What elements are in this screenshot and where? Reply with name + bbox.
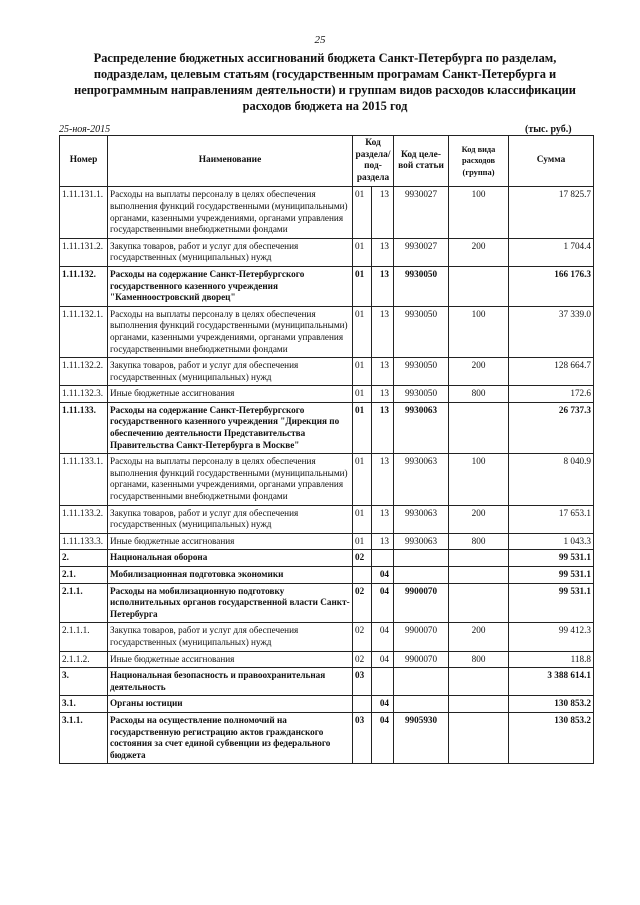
row-subsection-code: 04 — [372, 696, 394, 713]
row-section-code: 02 — [353, 651, 372, 668]
row-section-code: 01 — [353, 187, 372, 238]
row-section-code: 01 — [353, 533, 372, 550]
row-subsection-code: 13 — [372, 306, 394, 357]
row-expense-type — [449, 696, 509, 713]
row-subsection-code: 13 — [372, 533, 394, 550]
row-article-code: 9900070 — [394, 623, 449, 651]
row-name: Расходы на мобилизационную подготовку исполнительных органов государственной власти Санкт-Петербурга — [108, 583, 353, 623]
row-sum: 172.6 — [509, 386, 594, 403]
header-name: Наименование — [108, 136, 353, 187]
table-row — [60, 402, 594, 453]
table-row — [60, 238, 594, 266]
row-number: 1.11.131.1. — [60, 187, 108, 238]
row-sum: 1 704.4 — [509, 238, 594, 266]
row-name: Расходы на осуществление полномочий на государственную регистрацию актов гражданского состояния за счет единой субвенции из федерального бюджета — [108, 712, 353, 763]
row-expense-type: 800 — [449, 651, 509, 668]
row-section-code: 02 — [353, 550, 372, 567]
row-sum: 3 388 614.1 — [509, 668, 594, 696]
row-article-code: 9930050 — [394, 386, 449, 403]
row-sum: 99 412.3 — [509, 623, 594, 651]
row-expense-type: 800 — [449, 386, 509, 403]
table-row — [60, 651, 594, 668]
row-expense-type — [449, 567, 509, 584]
table-row — [60, 533, 594, 550]
table-row — [60, 386, 594, 403]
row-name: Национальная оборона — [108, 550, 353, 567]
row-expense-type: 100 — [449, 306, 509, 357]
row-section-code: 01 — [353, 505, 372, 533]
table-row — [60, 454, 594, 505]
row-article-code: 9930063 — [394, 402, 449, 453]
row-section-code: 01 — [353, 454, 372, 505]
table-row — [60, 187, 594, 238]
row-number: 2.1.1.1. — [60, 623, 108, 651]
row-name: Расходы на содержание Санкт-Петербургского государственного казенного учреждения "Дирекция по обеспечению деятельности Представительства Правительства Санкт-Петербурга в Москве" — [108, 402, 353, 453]
row-subsection-code: 04 — [372, 651, 394, 668]
table-body — [60, 187, 594, 764]
row-subsection-code: 04 — [372, 712, 394, 763]
row-section-code: 01 — [353, 306, 372, 357]
row-sum: 99 531.1 — [509, 567, 594, 584]
row-article-code: 9905930 — [394, 712, 449, 763]
table-row — [60, 668, 594, 696]
table-row — [60, 266, 594, 306]
document-title: Распределение бюджетных ассигнований бюджета Санкт-Петербурга по разделам, подразделам, целевым статьям (государственным програмам Санкт-Петербурга и непрограммным направлениям деятельности) и группам видов расходов классификации расходов бюджета на 2015 год — [74, 51, 576, 113]
header-article: Код целе- вой статьи — [394, 136, 449, 187]
row-subsection-code: 13 — [372, 266, 394, 306]
row-number: 1.11.133. — [60, 402, 108, 453]
row-expense-type: 200 — [449, 505, 509, 533]
row-subsection-code: 13 — [372, 505, 394, 533]
table-row — [60, 550, 594, 567]
row-section-code: 03 — [353, 668, 372, 696]
row-expense-type: 800 — [449, 533, 509, 550]
row-article-code: 9930027 — [394, 238, 449, 266]
row-number: 2.1.1. — [60, 583, 108, 623]
row-number: 2.1.1.2. — [60, 651, 108, 668]
document-date: 25-ноя-2015 — [59, 124, 111, 135]
header-sum: Сумма — [509, 136, 594, 187]
row-section-code: 01 — [353, 266, 372, 306]
row-expense-type: 100 — [449, 187, 509, 238]
row-subsection-code: 04 — [372, 583, 394, 623]
row-name: Закупка товаров, работ и услуг для обеспечения государственных (муниципальных) нужд — [108, 238, 353, 266]
row-sum: 17 825.7 — [509, 187, 594, 238]
row-name: Национальная безопасность и правоохранительная деятельность — [108, 668, 353, 696]
row-expense-type — [449, 266, 509, 306]
row-section-code: 01 — [353, 402, 372, 453]
row-number: 1.11.133.1. — [60, 454, 108, 505]
row-sum: 37 339.0 — [509, 306, 594, 357]
header-number: Номер — [60, 136, 108, 187]
row-subsection-code — [372, 550, 394, 567]
row-sum: 128 664.7 — [509, 358, 594, 386]
row-name: Иные бюджетные ассигнования — [108, 651, 353, 668]
row-article-code: 9930050 — [394, 358, 449, 386]
row-subsection-code: 13 — [372, 238, 394, 266]
row-number: 1.11.132.1. — [60, 306, 108, 357]
row-name: Расходы на выплаты персоналу в целях обеспечения выполнения функций государственными (муниципальными) органами, казенными учреждениями, органами управления государственными внебюджетными фондами — [108, 187, 353, 238]
page-number: 25 — [314, 34, 326, 46]
row-article-code: 9930027 — [394, 187, 449, 238]
table-row — [60, 696, 594, 713]
row-subsection-code: 13 — [372, 402, 394, 453]
row-expense-type: 100 — [449, 454, 509, 505]
row-name: Закупка товаров, работ и услуг для обеспечения государственных (муниципальных) нужд — [108, 623, 353, 651]
header-expense-type: Код вида расходов (группа) — [449, 136, 509, 187]
table-row — [60, 623, 594, 651]
row-section-code: 02 — [353, 583, 372, 623]
row-expense-type — [449, 550, 509, 567]
row-expense-type: 200 — [449, 238, 509, 266]
row-number: 1.11.132. — [60, 266, 108, 306]
row-section-code: 01 — [353, 358, 372, 386]
row-name: Закупка товаров, работ и услуг для обеспечения государственных (муниципальных) нужд — [108, 505, 353, 533]
row-article-code: 9900070 — [394, 651, 449, 668]
row-sum: 8 040.9 — [509, 454, 594, 505]
table-row — [60, 567, 594, 584]
row-sum: 130 853.2 — [509, 712, 594, 763]
row-article-code — [394, 668, 449, 696]
row-number: 1.11.133.2. — [60, 505, 108, 533]
row-number: 3.1. — [60, 696, 108, 713]
row-number: 1.11.132.2. — [60, 358, 108, 386]
row-section-code — [353, 696, 372, 713]
row-number: 3. — [60, 668, 108, 696]
row-sum: 17 653.1 — [509, 505, 594, 533]
row-name: Мобилизационная подготовка экономики — [108, 567, 353, 584]
row-section-code: 01 — [353, 238, 372, 266]
table-row — [60, 306, 594, 357]
row-name: Закупка товаров, работ и услуг для обеспечения государственных (муниципальных) нужд — [108, 358, 353, 386]
row-section-code: 02 — [353, 623, 372, 651]
row-subsection-code: 04 — [372, 623, 394, 651]
row-name: Расходы на выплаты персоналу в целях обеспечения выполнения функций государственными (муниципальными) органами, казенными учреждениями, органами управления государственными внебюджетными фондами — [108, 454, 353, 505]
row-article-code: 9930063 — [394, 533, 449, 550]
table-row — [60, 358, 594, 386]
row-article-code: 9930063 — [394, 505, 449, 533]
table-row — [60, 505, 594, 533]
row-article-code: 9930050 — [394, 306, 449, 357]
row-sum: 130 853.2 — [509, 696, 594, 713]
row-subsection-code: 13 — [372, 454, 394, 505]
budget-table — [59, 135, 594, 764]
row-name: Иные бюджетные ассигнования — [108, 533, 353, 550]
row-number: 3.1.1. — [60, 712, 108, 763]
row-name: Расходы на содержание Санкт-Петербургского государственного казенного учреждения "Каменноостровский дворец" — [108, 266, 353, 306]
row-sum: 99 531.1 — [509, 583, 594, 623]
row-subsection-code — [372, 668, 394, 696]
row-expense-type — [449, 712, 509, 763]
row-subsection-code: 13 — [372, 358, 394, 386]
row-sum: 99 531.1 — [509, 550, 594, 567]
row-sum: 26 737.3 — [509, 402, 594, 453]
row-expense-type: 200 — [449, 358, 509, 386]
row-expense-type — [449, 402, 509, 453]
row-section-code: 01 — [353, 386, 372, 403]
row-article-code: 9930050 — [394, 266, 449, 306]
row-expense-type — [449, 668, 509, 696]
row-article-code — [394, 567, 449, 584]
row-name: Органы юстиции — [108, 696, 353, 713]
row-number: 1.11.132.3. — [60, 386, 108, 403]
row-article-code — [394, 550, 449, 567]
row-number: 2. — [60, 550, 108, 567]
row-article-code: 9930063 — [394, 454, 449, 505]
row-subsection-code: 13 — [372, 187, 394, 238]
row-subsection-code: 13 — [372, 386, 394, 403]
row-number: 2.1. — [60, 567, 108, 584]
units-label: (тыс. руб.) — [525, 124, 572, 135]
row-name: Иные бюджетные ассигнования — [108, 386, 353, 403]
row-article-code: 9900070 — [394, 583, 449, 623]
row-number: 1.11.133.3. — [60, 533, 108, 550]
row-name: Расходы на выплаты персоналу в целях обеспечения выполнения функций государственными (муниципальными) органами, казенными учреждениями, органами управления государственными внебюджетными фондами — [108, 306, 353, 357]
row-section-code — [353, 567, 372, 584]
header-section: Код раздела/ под- раздела — [353, 136, 394, 187]
row-sum: 1 043.3 — [509, 533, 594, 550]
row-expense-type: 200 — [449, 623, 509, 651]
table-row — [60, 712, 594, 763]
row-number: 1.11.131.2. — [60, 238, 108, 266]
row-sum: 166 176.3 — [509, 266, 594, 306]
table-header-row — [60, 136, 594, 187]
row-article-code — [394, 696, 449, 713]
row-expense-type — [449, 583, 509, 623]
row-sum: 118.8 — [509, 651, 594, 668]
table-row — [60, 583, 594, 623]
row-section-code: 03 — [353, 712, 372, 763]
row-subsection-code: 04 — [372, 567, 394, 584]
